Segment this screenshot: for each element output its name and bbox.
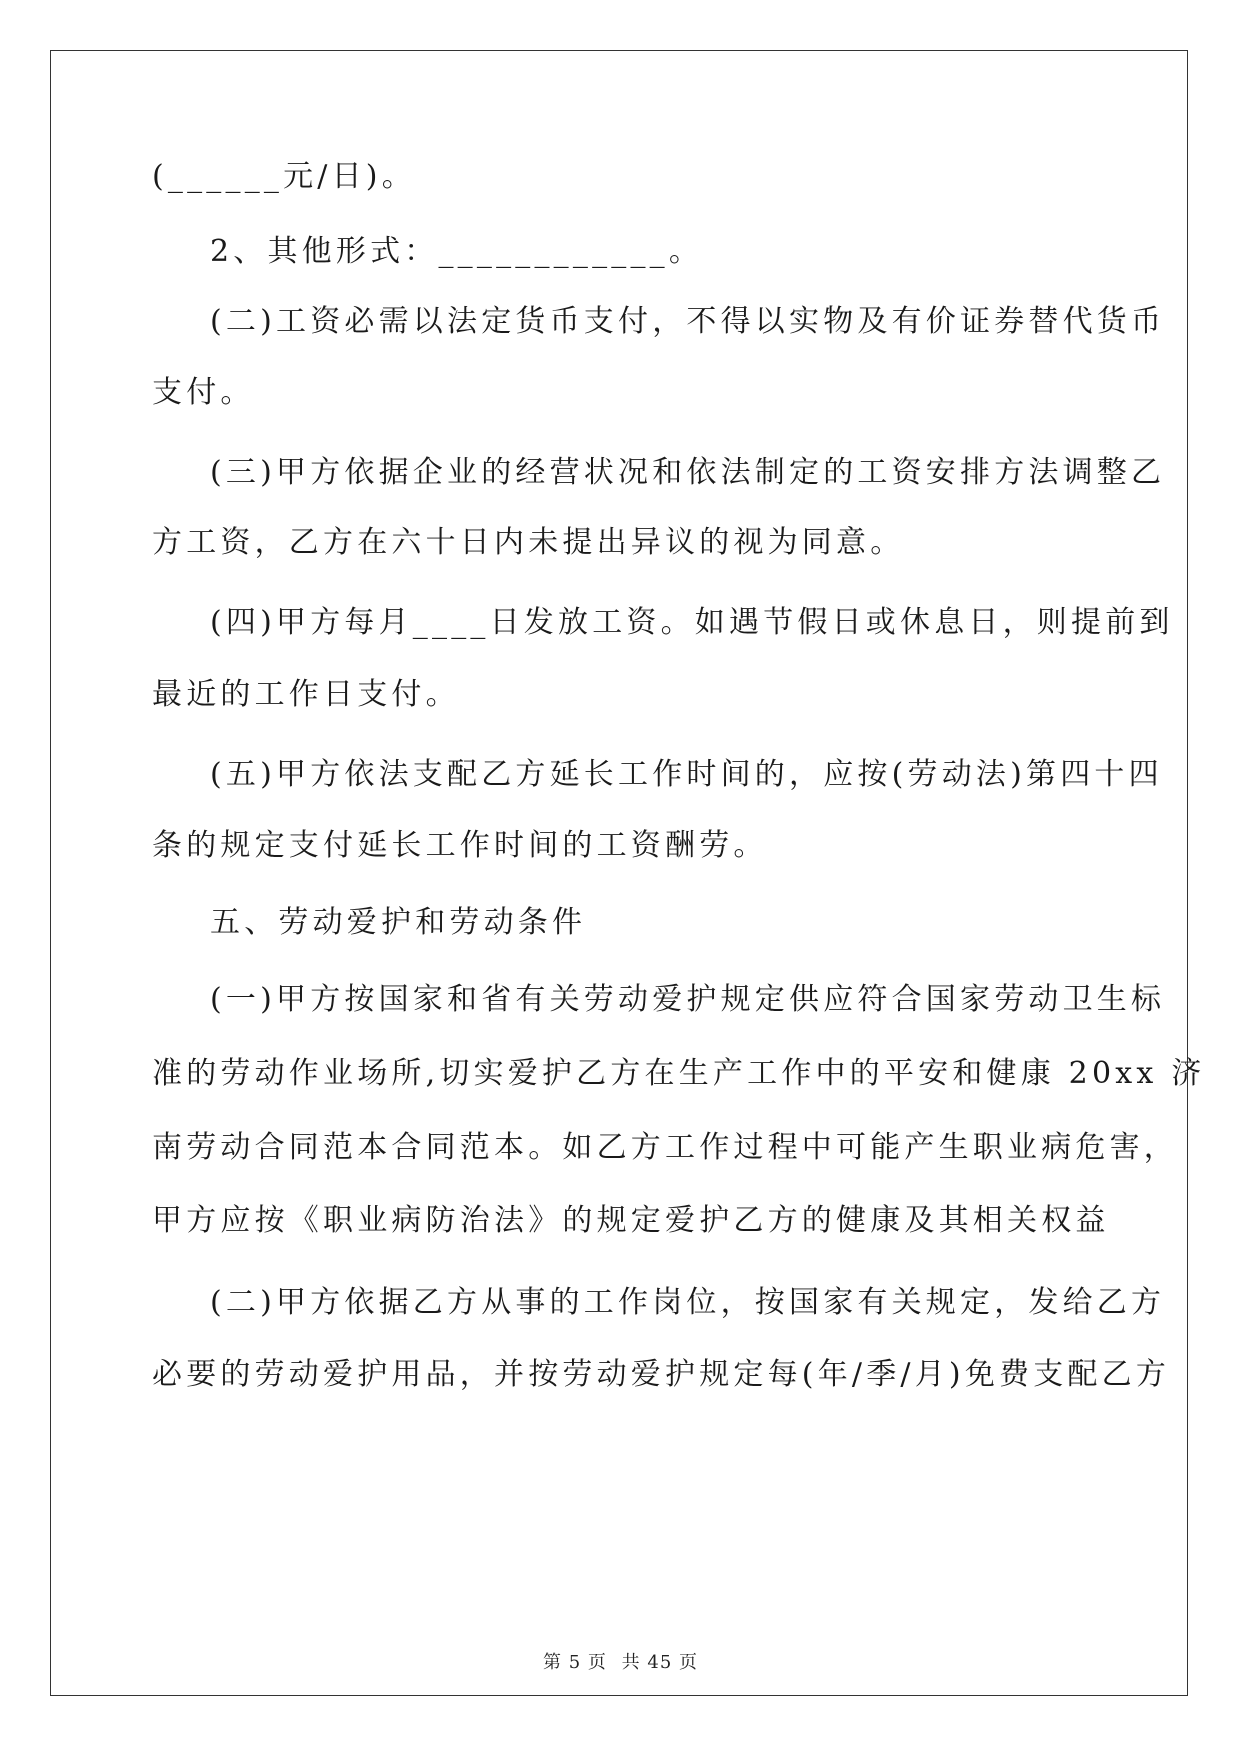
text-line-4: 支付。 [152,375,255,410]
text-line-14: 南劳动合同范本合同范本。如乙方工作过程中可能产生职业病危害， [152,1130,1178,1165]
page-footer [0,1648,1241,1674]
page-total: 共 45 页 [621,1652,698,1673]
text-line-1: (______元/日)。 [152,159,416,194]
text-line-16: (二)甲方依据乙方从事的工作岗位，按国家有关规定，发给乙方 [210,1285,1166,1320]
text-line-9: (五)甲方依法支配乙方延长工作时间的，应按(劳动法)第四十四 [210,757,1163,792]
text-line-13: 准的劳动作业场所,切实爱护乙方在生产工作中的平安和健康 20xx 济 [152,1056,1206,1091]
text-line-7: (四)甲方每月____日发放工资。如遇节假日或休息日，则提前到 [210,605,1174,640]
text-line-8: 最近的工作日支付。 [152,677,460,712]
text-line-12: (一)甲方按国家和省有关劳动爱护规定供应符合国家劳动卫生标 [210,982,1166,1017]
text-line-3: (二)工资必需以法定货币支付，不得以实物及有价证券替代货币 [210,304,1166,339]
text-line-17: 必要的劳动爱护用品，并按劳动爱护规定每(年/季/月)免费支配乙方 [152,1357,1171,1392]
page-border [50,50,1188,1696]
section-heading: 五、劳动爱护和劳动条件 [210,905,587,940]
text-line-6: 方工资，乙方在六十日内未提出异议的视为同意。 [152,525,905,560]
text-line-2: 2、其他形式：____________。 [210,234,704,269]
text-line-5: (三)甲方依据企业的经营状况和依法制定的工资安排方法调整乙 [210,455,1166,490]
text-line-10: 条的规定支付延长工作时间的工资酬劳。 [152,828,768,863]
text-line-15: 甲方应按《职业病防治法》的规定爱护乙方的健康及其相关权益 [152,1203,1110,1238]
page-number: 第 5 页 [543,1652,607,1673]
